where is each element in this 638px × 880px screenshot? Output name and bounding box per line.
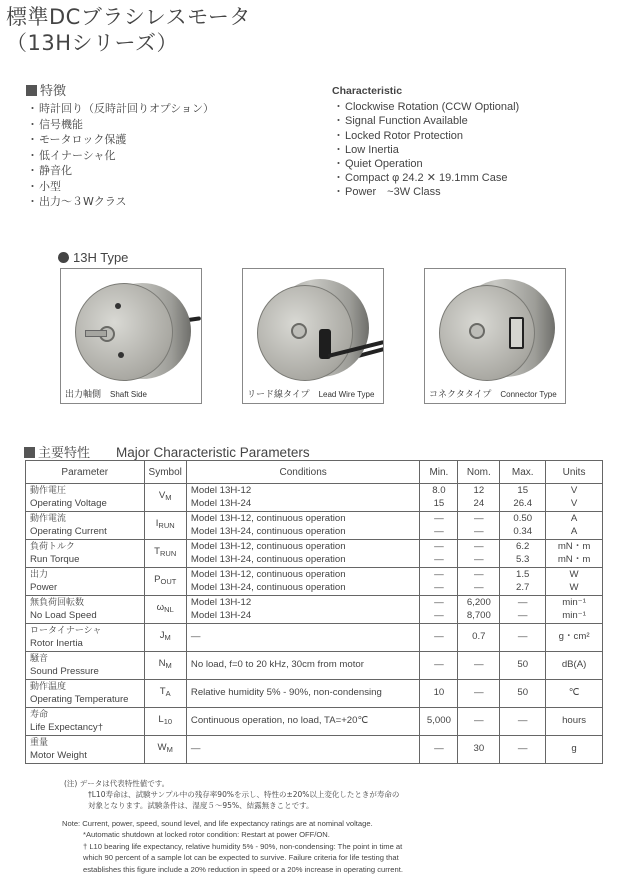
param-en: Rotor Inertia: [30, 637, 83, 649]
max-cell: [500, 708, 546, 736]
cond-cell: [186, 484, 420, 512]
symbol-sub: RUN: [160, 549, 177, 559]
max-value: —: [517, 743, 528, 755]
bullet-dot-icon: ・: [27, 179, 38, 193]
symbol-cell: [144, 652, 186, 680]
units-cell: [546, 568, 603, 596]
symbol-sub: OUT: [160, 577, 177, 587]
max-cell: [500, 540, 546, 568]
max-cell: [500, 736, 546, 764]
nom-value: 8,700: [466, 609, 491, 621]
units-cell: [546, 596, 603, 624]
feature-item: [332, 114, 519, 128]
column-header: Parameter: [26, 461, 145, 484]
param-en: Operating Voltage: [30, 497, 107, 509]
shaft-icon: [85, 330, 107, 337]
cond-value: Model 13H-24, continuous operation: [190, 581, 346, 593]
param-cell: [26, 568, 145, 596]
max-value: 15: [517, 485, 529, 496]
photo-connector-type: [424, 268, 566, 404]
min-value: —: [434, 569, 444, 580]
min-value: —: [434, 743, 444, 755]
units-value: hours: [562, 715, 587, 727]
max-value: 0.34: [513, 525, 533, 537]
bullet-dot-icon: ・: [27, 117, 38, 131]
nom-cell: [458, 708, 500, 736]
param-en: Sound Pressure: [30, 665, 99, 677]
units-cell: [546, 652, 603, 680]
units-value: ℃: [568, 687, 580, 699]
table-body: [26, 484, 603, 764]
feature-text: Low Inertia: [345, 143, 399, 156]
cond-value: No load, f=0 to 20 kHz, 30cm from motor: [190, 659, 364, 671]
nom-value: —: [474, 581, 484, 593]
bullet-dot-icon: ・: [333, 158, 344, 171]
units-value: W: [569, 581, 579, 593]
notes-jp-label: (注): [64, 779, 78, 788]
caption-en: Connector Type: [500, 390, 557, 399]
units-cell: [546, 736, 603, 764]
title-line-1: 標準DCブラシレスモータ: [6, 5, 251, 29]
cond-value: Model 13H-12, continuous operation: [190, 513, 346, 524]
nom-cell: [458, 624, 500, 652]
param-cell: [26, 512, 145, 540]
symbol-cell: [144, 568, 186, 596]
nom-value: —: [474, 525, 484, 537]
min-cell: [420, 652, 458, 680]
max-value: 0.50: [513, 513, 533, 524]
max-value: —: [517, 597, 528, 608]
symbol-sub: RUN: [158, 521, 175, 531]
square-bullet-icon: [24, 447, 35, 458]
types-heading-text: 13H Type: [73, 250, 129, 265]
nom-cell: [458, 680, 500, 708]
cond-cell: [186, 624, 420, 652]
nom-cell: [458, 736, 500, 764]
features-jp-heading: [26, 84, 214, 100]
notes-jp: [64, 778, 399, 811]
feature-item: [332, 185, 519, 199]
units-cell: [546, 540, 603, 568]
cond-cell: [186, 736, 420, 764]
bullet-dot-icon: ・: [333, 186, 344, 199]
param-cell: [26, 708, 145, 736]
types-heading: [58, 250, 128, 265]
feature-text: Locked Rotor Protection: [345, 129, 464, 142]
cond-value: —: [190, 631, 201, 643]
feature-text: Signal Function Available: [345, 115, 468, 128]
params-heading: [24, 442, 310, 461]
nom-cell: [458, 512, 500, 540]
feature-item: [26, 179, 214, 195]
nom-value: —: [474, 513, 484, 524]
min-cell: [420, 624, 458, 652]
max-value: 1.5: [516, 569, 530, 580]
nom-cell: [458, 484, 500, 512]
max-value: —: [517, 609, 528, 621]
param-cell: [26, 596, 145, 624]
page-title: [6, 4, 251, 56]
feature-text: Clockwise Rotation (CCW Optional): [345, 101, 520, 114]
min-value: —: [434, 553, 444, 565]
notes-en-line: establishes this figure include a 20% reduction in speed or a 20% increase in operating current.: [83, 864, 403, 874]
min-cell: [420, 708, 458, 736]
feature-text: モータロック保護: [39, 133, 127, 146]
column-header: Units: [546, 461, 603, 484]
min-value: —: [434, 525, 444, 537]
symbol-main: N: [158, 658, 166, 670]
max-value: 5.3: [516, 553, 530, 565]
connector-icon: [509, 317, 524, 349]
units-cell: [546, 512, 603, 540]
symbol-cell: [144, 736, 186, 764]
column-header: Conditions: [186, 461, 420, 484]
notes-en-label: Note:: [62, 819, 81, 828]
max-cell: [500, 680, 546, 708]
column-header: Nom.: [458, 461, 500, 484]
bullet-dot-icon: ・: [333, 143, 344, 156]
param-cell: [26, 736, 145, 764]
symbol-main: V: [158, 490, 166, 502]
param-en: Power: [30, 581, 58, 593]
cond-cell: [186, 596, 420, 624]
units-value: min⁻¹: [562, 609, 586, 621]
param-en: Life Expectancy†: [30, 721, 104, 733]
column-header: Symbol: [144, 461, 186, 484]
param-en: Run Torque: [30, 553, 80, 565]
notes-en: [62, 818, 403, 875]
units-cell: [546, 484, 603, 512]
params-heading-jp: 主要特性: [38, 446, 91, 461]
param-en: Operating Temperature: [30, 693, 129, 705]
mount-hole-icon: [118, 352, 124, 358]
notes-jp-line: 対象となります。試験条件は、湿度５～95%、結露無きことです。: [88, 801, 314, 810]
table-row: [26, 596, 603, 624]
table-row: [26, 680, 603, 708]
bullet-dot-icon: ・: [27, 148, 38, 162]
notes-en-line: Current, power, speed, sound level, and life expectancy ratings are at nominal voltage.: [82, 819, 373, 828]
mount-hole-icon: [115, 303, 121, 309]
symbol-main: P: [154, 574, 161, 586]
param-jp: 無負荷回転数: [30, 598, 85, 608]
feature-text: 静音化: [39, 164, 72, 177]
min-cell: [420, 736, 458, 764]
cond-value: Model 13H-12: [190, 597, 252, 608]
photo-lead-wire-type: [242, 268, 384, 404]
feature-text: Quiet Operation: [345, 158, 423, 171]
min-cell: [420, 484, 458, 512]
cond-value: Model 13H-12, continuous operation: [190, 541, 346, 552]
nom-value: 30: [473, 743, 485, 755]
bullet-dot-icon: ・: [333, 172, 344, 185]
params-heading-en: Major Characteristic Parameters: [116, 445, 310, 460]
cond-cell: [186, 680, 420, 708]
nom-cell: [458, 652, 500, 680]
table-row: [26, 736, 603, 764]
symbol-main: T: [154, 546, 161, 558]
cond-cell: [186, 568, 420, 596]
table-row: [26, 540, 603, 568]
nom-value: 24: [473, 497, 485, 509]
param-cell: [26, 680, 145, 708]
symbol-main: W: [157, 742, 167, 754]
param-jp: ロータイナーシャ: [30, 626, 102, 636]
photo-caption: [247, 387, 383, 400]
units-value: g・cm²: [558, 631, 590, 643]
min-value: —: [434, 597, 444, 608]
max-cell: [500, 568, 546, 596]
units-cell: [546, 708, 603, 736]
feature-item: [332, 143, 519, 157]
table-row: [26, 568, 603, 596]
notes-en-line: *Automatic shutdown at locked rotor condition: Restart at power OFF/ON.: [83, 830, 330, 840]
features-jp-heading-text: 特徴: [40, 84, 67, 99]
features-jp-list: [26, 101, 214, 210]
max-value: 2.7: [516, 581, 530, 593]
param-jp: 騒音: [30, 654, 49, 664]
notes-jp-line: データは代表特性値です。: [79, 779, 170, 788]
feature-text: 出力～３Wクラス: [39, 195, 127, 208]
units-cell: [546, 680, 603, 708]
units-value: A: [570, 513, 578, 524]
caption-en: Lead Wire Type: [318, 390, 375, 399]
min-value: —: [434, 581, 444, 593]
bullet-dot-icon: ・: [27, 195, 38, 208]
feature-item: [26, 117, 214, 133]
nom-value: —: [474, 687, 484, 699]
feature-text: 小型: [39, 179, 61, 193]
cond-value: —: [190, 743, 201, 755]
square-bullet-icon: [26, 85, 37, 96]
param-jp: 重量: [30, 738, 49, 748]
max-value: 26.4: [513, 497, 533, 509]
units-value: min⁻¹: [562, 597, 586, 608]
cond-value: Model 13H-12: [190, 485, 252, 496]
param-jp: 寿命: [30, 710, 49, 720]
cond-value: Model 13H-24, continuous operation: [190, 553, 346, 565]
feature-item: [332, 171, 519, 185]
notes-en-line: † L10 bearing life expectancy, relative humidity 5% - 90%, non-condensing: The point in time at: [83, 841, 403, 851]
feature-item: [26, 132, 214, 148]
nom-value: —: [474, 715, 484, 727]
cond-cell: [186, 512, 420, 540]
features-en: [332, 84, 519, 200]
nom-cell: [458, 540, 500, 568]
units-value: V: [570, 485, 578, 496]
nom-value: 12: [473, 485, 485, 496]
symbol-sub: M: [166, 745, 173, 755]
symbol-main: J: [159, 630, 165, 642]
symbol-cell: [144, 708, 186, 736]
caption-en: Shaft Side: [110, 390, 147, 399]
feature-item: [26, 194, 214, 210]
min-value: —: [434, 513, 444, 524]
feature-item: [26, 101, 214, 117]
param-en: No Load Speed: [30, 609, 97, 621]
cond-value: Model 13H-12, continuous operation: [190, 569, 346, 580]
max-cell: [500, 624, 546, 652]
circle-bullet-icon: [58, 252, 69, 263]
nom-cell: [458, 596, 500, 624]
feature-item: [332, 100, 519, 114]
symbol-sub: A: [165, 689, 171, 699]
feature-item: [332, 157, 519, 171]
param-en: Operating Current: [30, 525, 107, 537]
nom-value: 0.7: [472, 631, 486, 643]
max-cell: [500, 652, 546, 680]
symbol-cell: [144, 680, 186, 708]
nom-value: —: [474, 541, 484, 552]
notes-en-line: which 90 percent of a sample lot can be expected to survive. Failure criteria for life testing that: [83, 853, 399, 863]
symbol-cell: [144, 540, 186, 568]
feature-text: 信号機能: [39, 117, 83, 131]
nom-value: 6,200: [466, 597, 491, 608]
units-value: g: [571, 743, 577, 755]
symbol-sub: M: [165, 661, 172, 671]
symbol-main: L: [158, 714, 164, 726]
title-line-2: （13Hシリーズ）: [6, 31, 178, 55]
param-cell: [26, 652, 145, 680]
feature-text: Power ~3W Class: [345, 186, 441, 199]
nom-value: —: [474, 659, 484, 671]
table-row: [26, 708, 603, 736]
features-en-list: [332, 100, 519, 199]
cond-cell: [186, 708, 420, 736]
nom-cell: [458, 568, 500, 596]
min-value: —: [434, 631, 444, 643]
max-cell: [500, 484, 546, 512]
table-header-row: [26, 461, 603, 484]
shaft-hub-icon: [291, 323, 307, 339]
param-jp: 出力: [30, 570, 49, 580]
caption-jp: リード線タイプ: [247, 390, 310, 400]
symbol-sub: M: [165, 493, 172, 503]
cond-value: Model 13H-24, continuous operation: [190, 525, 346, 537]
symbol-sub: NL: [164, 605, 174, 615]
bullet-dot-icon: ・: [27, 102, 38, 115]
max-value: —: [517, 715, 528, 727]
min-value: 10: [433, 687, 445, 699]
symbol-cell: [144, 596, 186, 624]
symbol-sub: M: [164, 633, 171, 643]
symbol-cell: [144, 512, 186, 540]
column-header: Max.: [500, 461, 546, 484]
param-jp: 動作電流: [30, 514, 67, 524]
param-jp: 負荷トルク: [30, 542, 75, 552]
symbol-cell: [144, 484, 186, 512]
symbol-sub: 10: [163, 717, 173, 727]
param-cell: [26, 624, 145, 652]
max-cell: [500, 596, 546, 624]
feature-text: 低イナーシャ化: [39, 148, 116, 162]
features-en-heading: Characteristic: [332, 85, 403, 97]
max-value: 50: [517, 687, 529, 699]
photo-shaft-side: [60, 268, 202, 404]
feature-item: [26, 163, 214, 179]
param-cell: [26, 484, 145, 512]
max-value: 6.2: [516, 541, 530, 552]
param-cell: [26, 540, 145, 568]
table-row: [26, 624, 603, 652]
min-cell: [420, 540, 458, 568]
features-jp: [26, 84, 214, 210]
cond-value: Continuous operation, no load, TA=+20℃: [190, 715, 369, 727]
nom-value: —: [474, 553, 484, 565]
max-value: 50: [517, 659, 529, 671]
min-value: 15: [433, 497, 445, 509]
table-row: [26, 484, 603, 512]
symbol-main: ω: [156, 602, 165, 614]
feature-item: [332, 129, 519, 143]
bullet-dot-icon: ・: [333, 115, 344, 128]
params-table: [25, 460, 603, 764]
nom-value: —: [474, 569, 484, 580]
max-cell: [500, 512, 546, 540]
min-value: 8.0: [432, 485, 446, 496]
table-row: [26, 652, 603, 680]
feature-text: Compact φ 24.2 ✕ 19.1mm Case: [345, 172, 508, 185]
photo-caption: [65, 387, 156, 400]
units-value: dB(A): [561, 659, 587, 671]
cond-value: Model 13H-24: [190, 497, 252, 509]
param-jp: 動作温度: [30, 682, 67, 692]
cond-value: Relative humidity 5% - 90%, non-condensing: [190, 687, 382, 699]
cond-cell: [186, 652, 420, 680]
units-cell: [546, 624, 603, 652]
min-cell: [420, 512, 458, 540]
feature-item: [26, 148, 214, 164]
units-value: W: [569, 569, 579, 580]
units-value: V: [570, 497, 578, 509]
caption-jp: コネクタタイプ: [429, 390, 492, 400]
min-value: —: [434, 609, 444, 621]
param-jp: 動作電圧: [30, 486, 67, 496]
shaft-hub-icon: [469, 323, 485, 339]
units-value: mN・m: [557, 553, 591, 565]
bullet-dot-icon: ・: [333, 101, 344, 114]
bullet-dot-icon: ・: [27, 164, 38, 177]
cond-cell: [186, 540, 420, 568]
min-value: —: [434, 659, 444, 671]
max-value: —: [517, 631, 528, 643]
symbol-main: I: [155, 518, 159, 530]
min-cell: [420, 568, 458, 596]
bullet-dot-icon: ・: [333, 129, 344, 142]
min-value: 5,000: [426, 715, 451, 727]
bullet-dot-icon: ・: [27, 133, 38, 146]
min-value: —: [434, 541, 444, 552]
param-en: Motor Weight: [30, 749, 87, 761]
symbol-main: T: [159, 686, 166, 698]
table-row: [26, 512, 603, 540]
photo-caption: [429, 387, 566, 400]
min-cell: [420, 596, 458, 624]
symbol-cell: [144, 624, 186, 652]
column-header: Min.: [420, 461, 458, 484]
feature-text: 時計回り（反時計回りオプション）: [39, 102, 215, 115]
min-cell: [420, 680, 458, 708]
units-value: mN・m: [557, 541, 591, 552]
caption-jp: 出力軸側: [65, 390, 102, 400]
cond-value: Model 13H-24: [190, 609, 252, 621]
units-value: A: [570, 525, 578, 537]
notes-jp-line: †L10寿命は、試験サンプル中の残存率90%を示し、特性の±20%以上変化したときが寿命の: [88, 790, 400, 799]
